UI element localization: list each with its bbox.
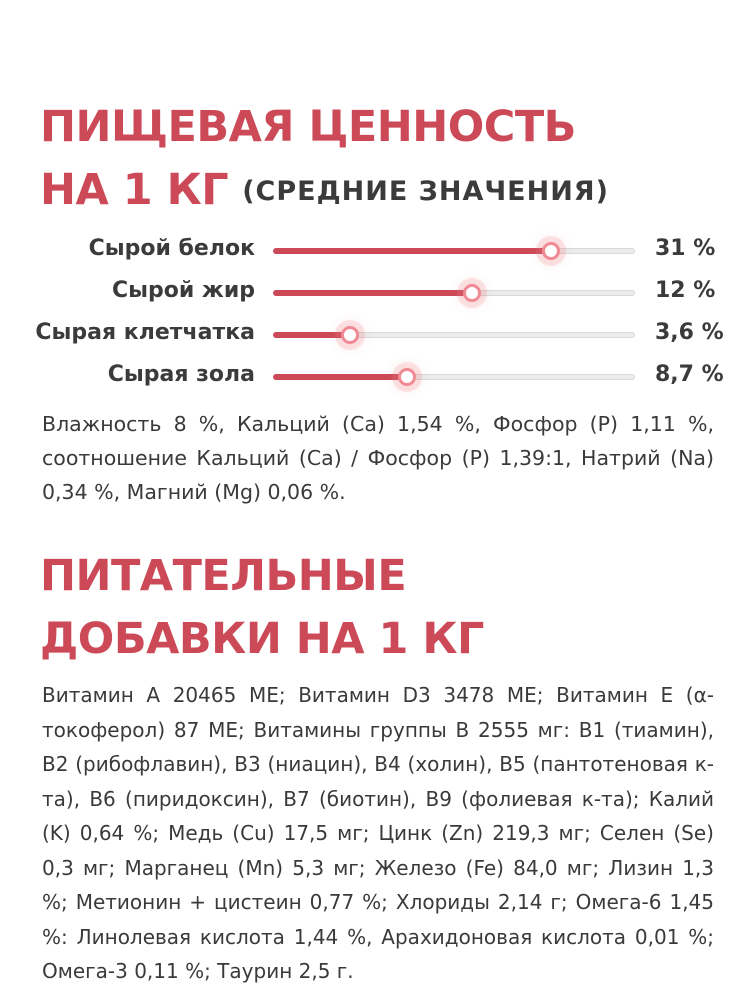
nutrition-value-heading [40,96,609,223]
nutrient-bar-knob [463,284,481,302]
nutrient-bar-fill [273,290,472,296]
nutrient-bar-knob [398,368,416,386]
heading-line-1: ПИЩЕВАЯ ЦЕННОСТЬ [40,102,576,152]
nutrient-row-ash [0,356,750,398]
nutrient-row-fiber [0,314,750,356]
heading-line-2-text: НА 1 КГ [40,165,229,215]
nutrient-row-protein [0,230,750,272]
nutrient-bar-knob [341,326,359,344]
nutrient-bar-track [273,332,635,338]
nutrient-value: 3,6 % [655,320,724,345]
nutrient-bar-track [273,248,635,254]
nutrient-label: Сырой жир [111,278,255,303]
heading-subtitle: (СРЕДНИЕ ЗНАЧЕНИЯ) [242,176,609,207]
heading-line-2: ДОБАВКИ НА 1 КГ [40,614,484,664]
nutrient-row-fat [0,272,750,314]
nutrient-bar-fill [273,248,551,254]
nutrition-details-text: Влажность 8 %, Кальций (Ca) 1,54 %, Фосфор (P) 1,11 %, соотношение Кальций (Ca) / Фосфор (P) 1,39:1, Натрий (Na) 0,34 %, Магний (Mg) 0,06 %. [42,412,714,504]
heading-line-2 [40,159,609,223]
heading-line-1: ПИТАТЕЛЬНЫЕ [40,551,407,601]
nutrient-bar-knob [542,242,560,260]
nutrient-bar-fill [273,332,350,338]
additives-heading [40,545,484,671]
nutrient-label: Сырой белок [88,236,255,261]
nutrient-value: 12 % [655,278,716,303]
nutrient-bar-fill [273,374,407,380]
nutrient-value: 8,7 % [655,362,724,387]
nutrient-label: Сырая клетчатка [35,320,255,345]
nutrient-bar-track [273,374,635,380]
nutrient-value: 31 % [655,236,716,261]
additives-details-text: Витамин A 20465 МЕ; Витамин D3 3478 МЕ; Витамин E (α-токоферол) 87 МЕ; Витамины группы B 2555 мг: B1 (тиамин), B2 (рибофлавин), B3 (ниацин), B4 (холин), B5 (пантотеновая к-та), B6 (пиридоксин), B7 (биотин), B9 (фолиевая к-та); Калий (K) 0,64 %; Медь (Cu) 17,5 мг; Цинк (Zn) 219,3 мг; Селен (Se) 0,3 мг; Марганец (Mn) 5,3 мг; Железо (Fe) 84,0 мг; Лизин 1,3 %; Метионин + цистеин 0,77 %; Хлориды 2,14 г; Омега-6 1,45 %: Линолевая кислота 1,44 %, Арахидоновая кислота 0,01 %; Омега-3 0,11 %; Таурин 2,5 г. [42,683,714,983]
nutrient-label: Сырая зола [107,362,255,387]
nutrient-bar-track [273,290,635,296]
